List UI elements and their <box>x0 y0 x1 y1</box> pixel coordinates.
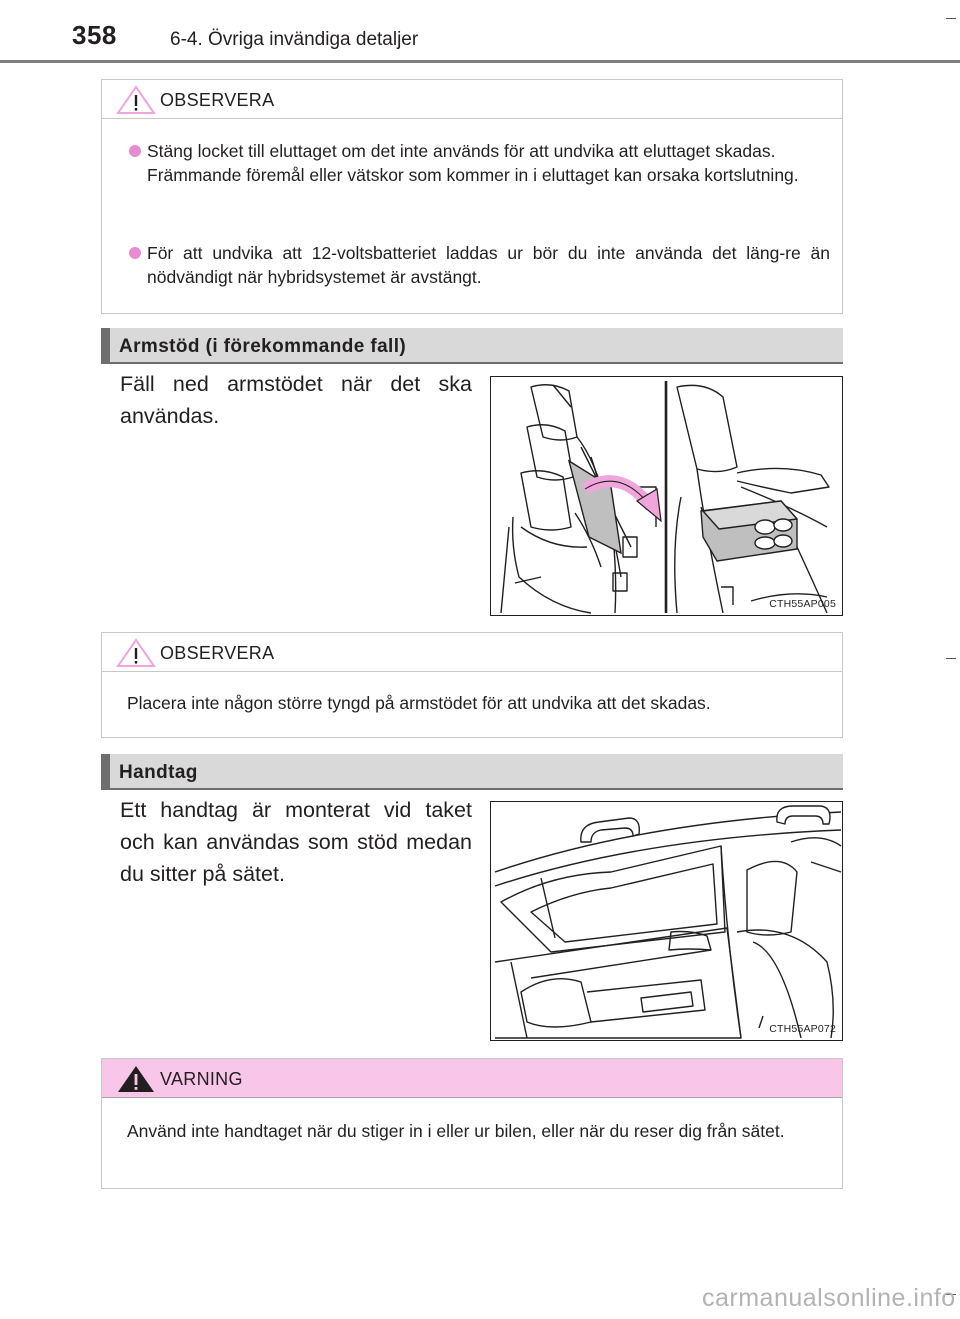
caution-text: Placera inte någon större tyngd på armstödet för att undvika att det skadas. <box>127 693 711 713</box>
caution-item-text: Stäng locket till eluttaget om det inte används för att undvika att eluttaget skadas. <box>147 141 776 161</box>
section-heading-handle <box>101 754 843 790</box>
caution-box-header <box>102 80 842 119</box>
illustration-code: CTH55AP072 <box>769 1023 836 1035</box>
handle-description: Ett handtag är monterat vid taket och kan användas som stöd medan du sitter på sätet. <box>120 798 472 886</box>
armrest-description: Fäll ned armstödet när det ska användas. <box>120 372 472 428</box>
chapter-title: 6-4. Övriga invändiga detaljer <box>170 29 419 50</box>
warning-box <box>101 1058 843 1189</box>
caution-triangle-icon <box>116 638 156 668</box>
caution-item-text: För att undvika att 12-voltsbatteriet laddas ur bör du inte använda det läng-re än nödvändigt när hybridsystemet är avstängt. <box>147 243 830 287</box>
caution-box-header <box>102 633 842 672</box>
bullet-icon <box>129 145 141 157</box>
handle-drawing <box>491 802 843 1041</box>
caution-title: OBSERVERA <box>160 90 275 110</box>
handle-illustration <box>490 801 843 1041</box>
crop-mark <box>946 18 956 19</box>
section-heading-text: Armstöd (i förekommande fall) <box>119 336 407 357</box>
bullet-icon <box>129 247 141 259</box>
section-heading-armrest <box>101 328 843 364</box>
caution-item <box>129 139 830 187</box>
crop-mark <box>946 658 956 659</box>
warning-box-header <box>102 1059 842 1098</box>
armrest-drawing <box>491 377 843 616</box>
caution-box <box>101 79 843 314</box>
caution-triangle-icon <box>116 85 156 115</box>
caution-item <box>129 241 830 289</box>
caution-title: OBSERVERA <box>160 643 275 663</box>
caution-item-text: Främmande föremål eller vätskor som kommer in i eluttaget kan orsaka kortslutning. <box>147 165 799 185</box>
header-rule <box>0 60 960 63</box>
warning-triangle-icon <box>116 1064 156 1094</box>
illustration-code: CTH55AP005 <box>769 598 836 610</box>
caution-box <box>101 632 843 738</box>
section-heading-text: Handtag <box>119 762 198 783</box>
watermark: carmanualsonline.info <box>702 1284 956 1312</box>
page-number: 358 <box>72 20 117 50</box>
warning-title: VARNING <box>160 1069 243 1089</box>
armrest-illustration <box>490 376 843 616</box>
warning-text: Använd inte handtaget när du stiger in i eller ur bilen, eller när du reser dig från sätet. <box>127 1121 785 1141</box>
